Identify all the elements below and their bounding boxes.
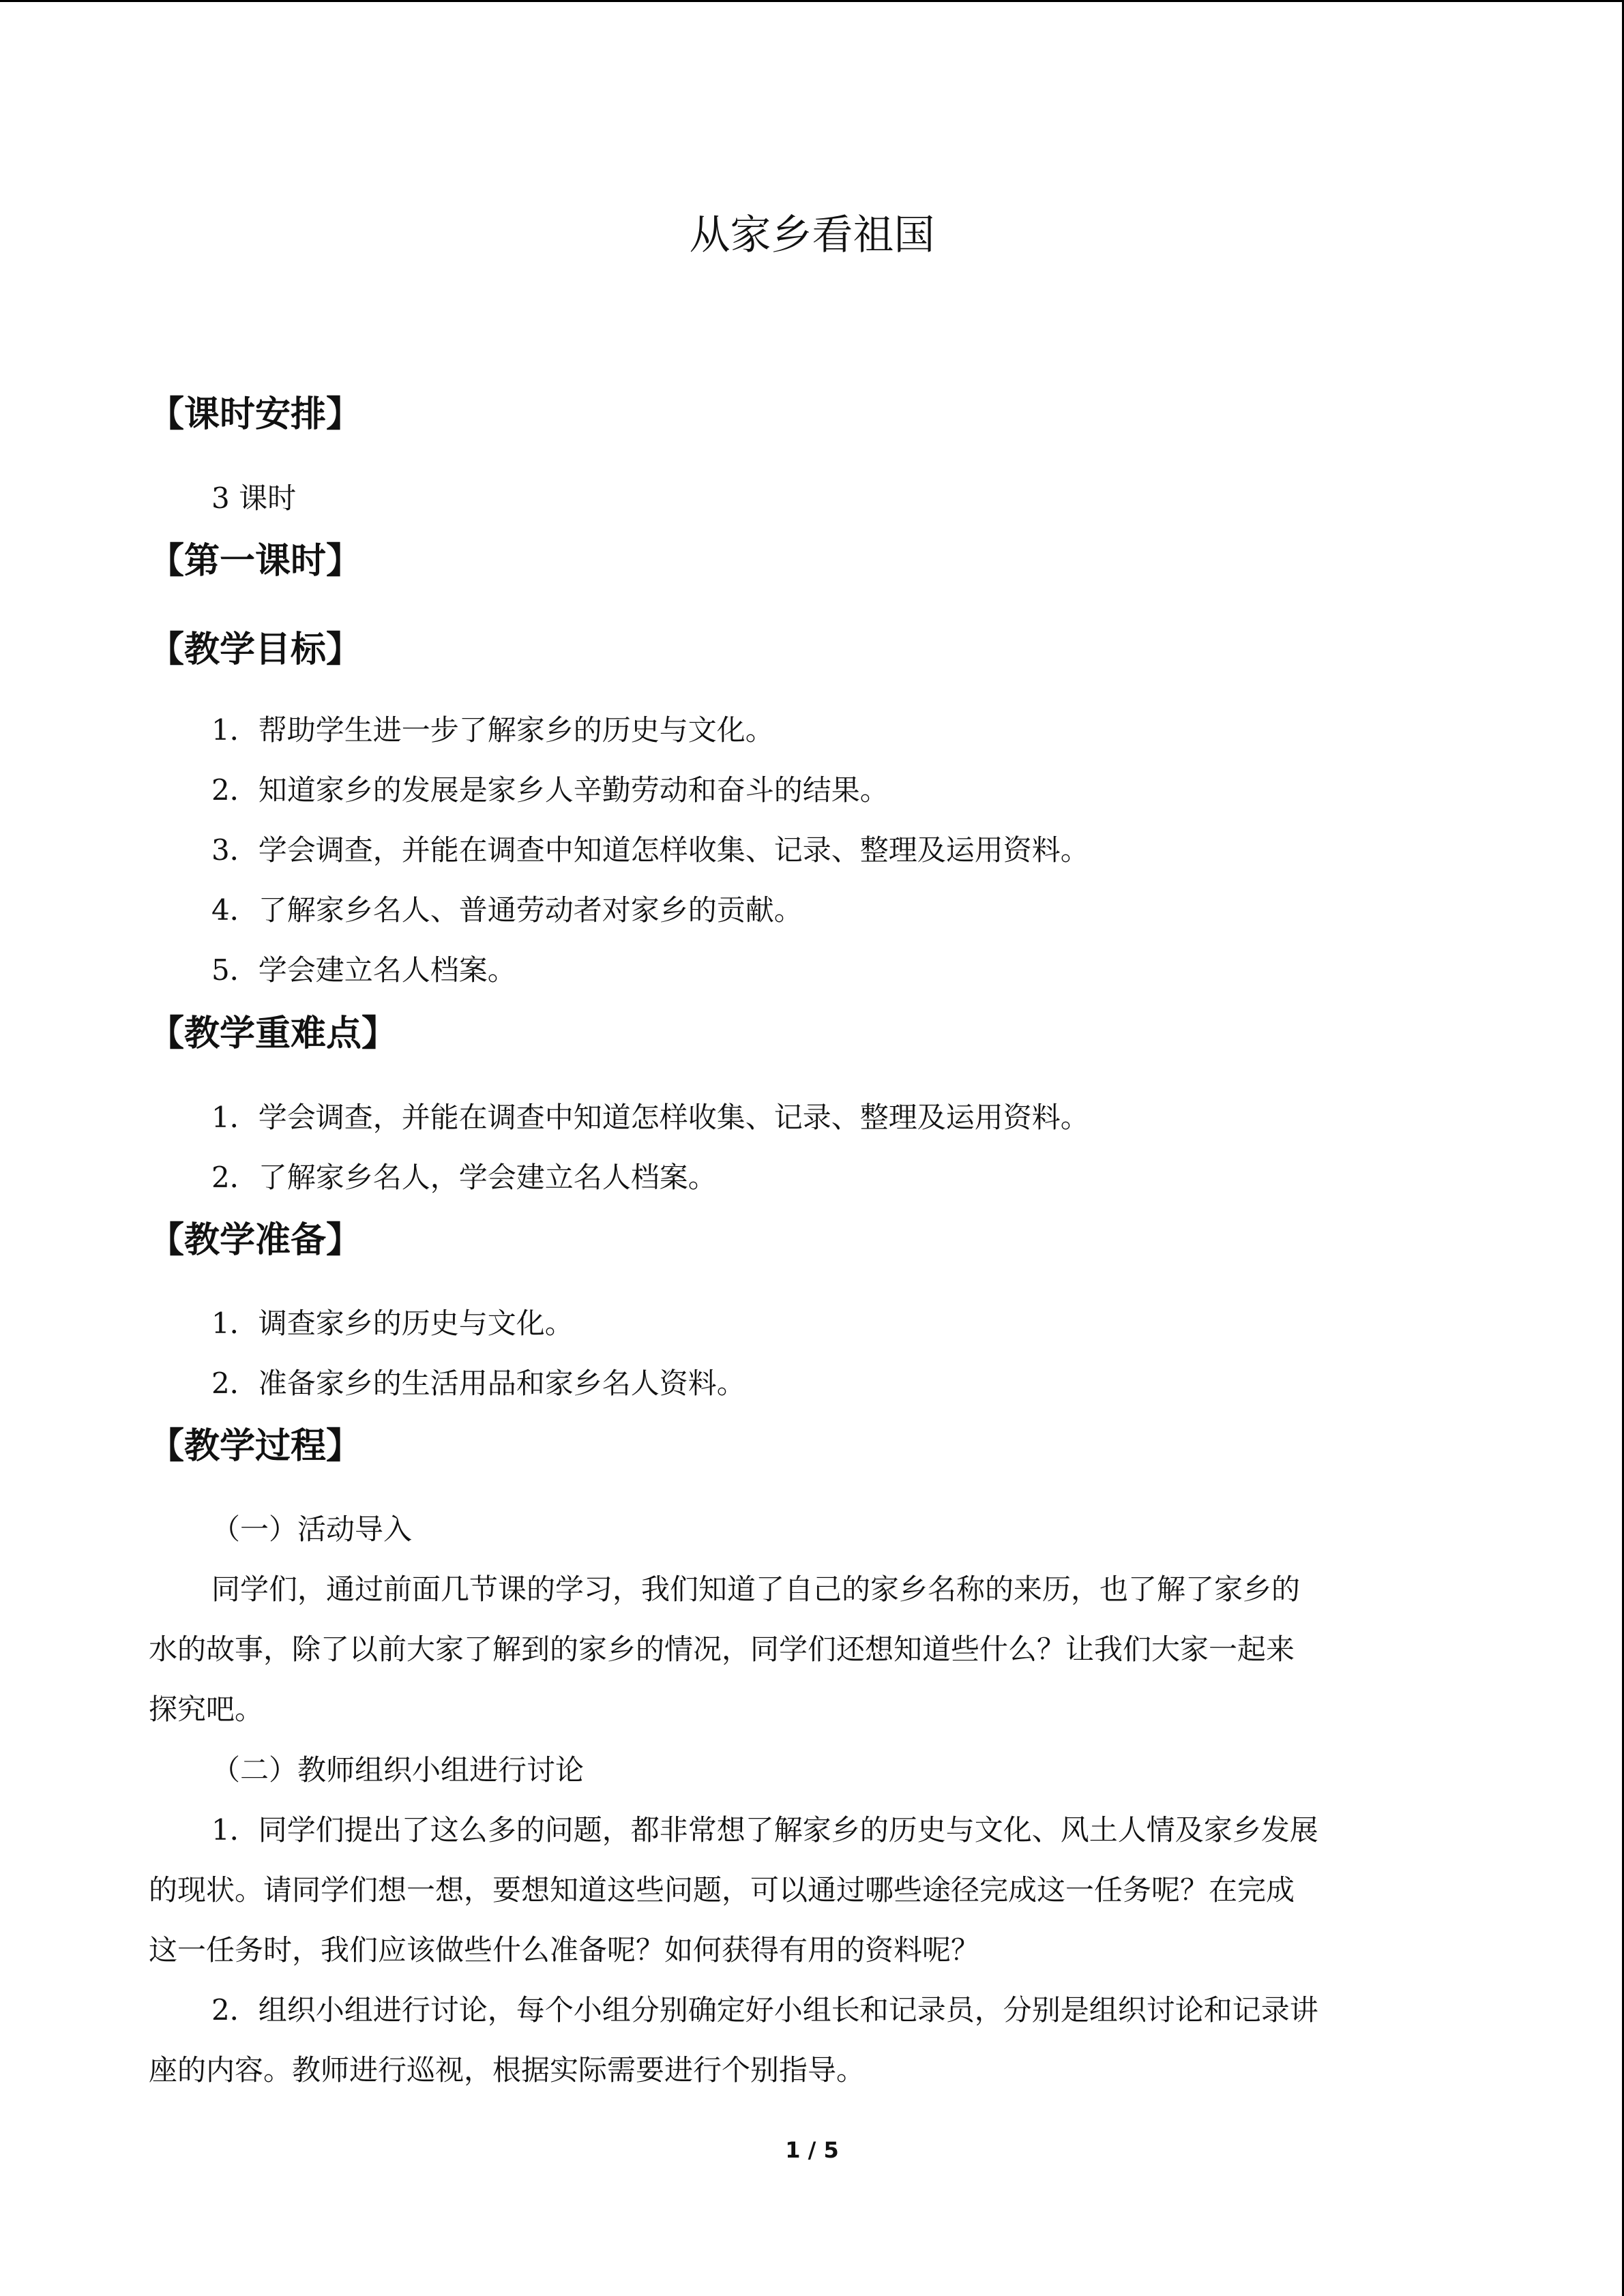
process-part2-title: （二）教师组织小组进行讨论 xyxy=(211,1753,585,1787)
document-title: 从家乡看祖国 xyxy=(689,211,935,259)
page-number: 1 / 5 xyxy=(785,2137,839,2163)
objective-item: 5．学会建立名人档案。 xyxy=(211,953,516,987)
heading-schedule: 【课时安排】 xyxy=(149,394,362,435)
key-point-item: 1．学会调查，并能在调查中知道怎样收集、记录、整理及运用资料。 xyxy=(211,1101,1089,1134)
preparation-item: 2．准备家乡的生活用品和家乡名人资料。 xyxy=(211,1367,745,1400)
objective-item: 2．知道家乡的发展是家乡人辛勤劳动和奋斗的结果。 xyxy=(211,773,889,807)
heading-lesson-one: 【第一课时】 xyxy=(149,541,362,582)
objective-item: 1．帮助学生进一步了解家乡的历史与文化。 xyxy=(211,713,774,747)
heading-preparation: 【教学准备】 xyxy=(149,1220,362,1261)
heading-process: 【教学过程】 xyxy=(149,1426,362,1467)
process-paragraph-line: 水的故事，除了以前大家了解到的家乡的情况，同学们还想知道些什么？让我们大家一起来 xyxy=(149,1632,1295,1666)
objective-item: 3．学会调查，并能在调查中知道怎样收集、记录、整理及运用资料。 xyxy=(211,833,1089,867)
heading-key-points: 【教学重难点】 xyxy=(149,1013,398,1054)
process-paragraph-line: 这一任务时，我们应该做些什么准备呢？如何获得有用的资料呢？ xyxy=(149,1933,980,1967)
preparation-item: 1．调查家乡的历史与文化。 xyxy=(211,1307,574,1340)
process-paragraph-line: 同学们，通过前面几节课的学习，我们知道了自己的家乡名称的来历，也了解了家乡的 xyxy=(211,1572,1301,1606)
process-paragraph-line: 的现状。请同学们想一想，要想知道这些问题，可以通过哪些途径完成这一任务呢？在完成 xyxy=(149,1873,1295,1907)
heading-objectives: 【教学目标】 xyxy=(149,629,362,670)
process-paragraph-line: 探究吧。 xyxy=(149,1693,264,1726)
process-paragraph-line: 1．同学们提出了这么多的问题，都非常想了解家乡的历史与文化、风土人情及家乡发展 xyxy=(211,1813,1318,1847)
process-paragraph-line: 座的内容。教师进行巡视，根据实际需要进行个别指导。 xyxy=(149,2053,866,2087)
key-point-item: 2．了解家乡名人，学会建立名人档案。 xyxy=(211,1161,717,1194)
schedule-text: 3 课时 xyxy=(211,481,297,515)
process-part1-title: （一）活动导入 xyxy=(211,1512,413,1546)
process-paragraph-line: 2．组织小组进行讨论，每个小组分别确定好小组长和记录员，分别是组织讨论和记录讲 xyxy=(211,1993,1318,2027)
objective-item: 4．了解家乡名人、普通劳动者对家乡的贡献。 xyxy=(211,893,803,927)
